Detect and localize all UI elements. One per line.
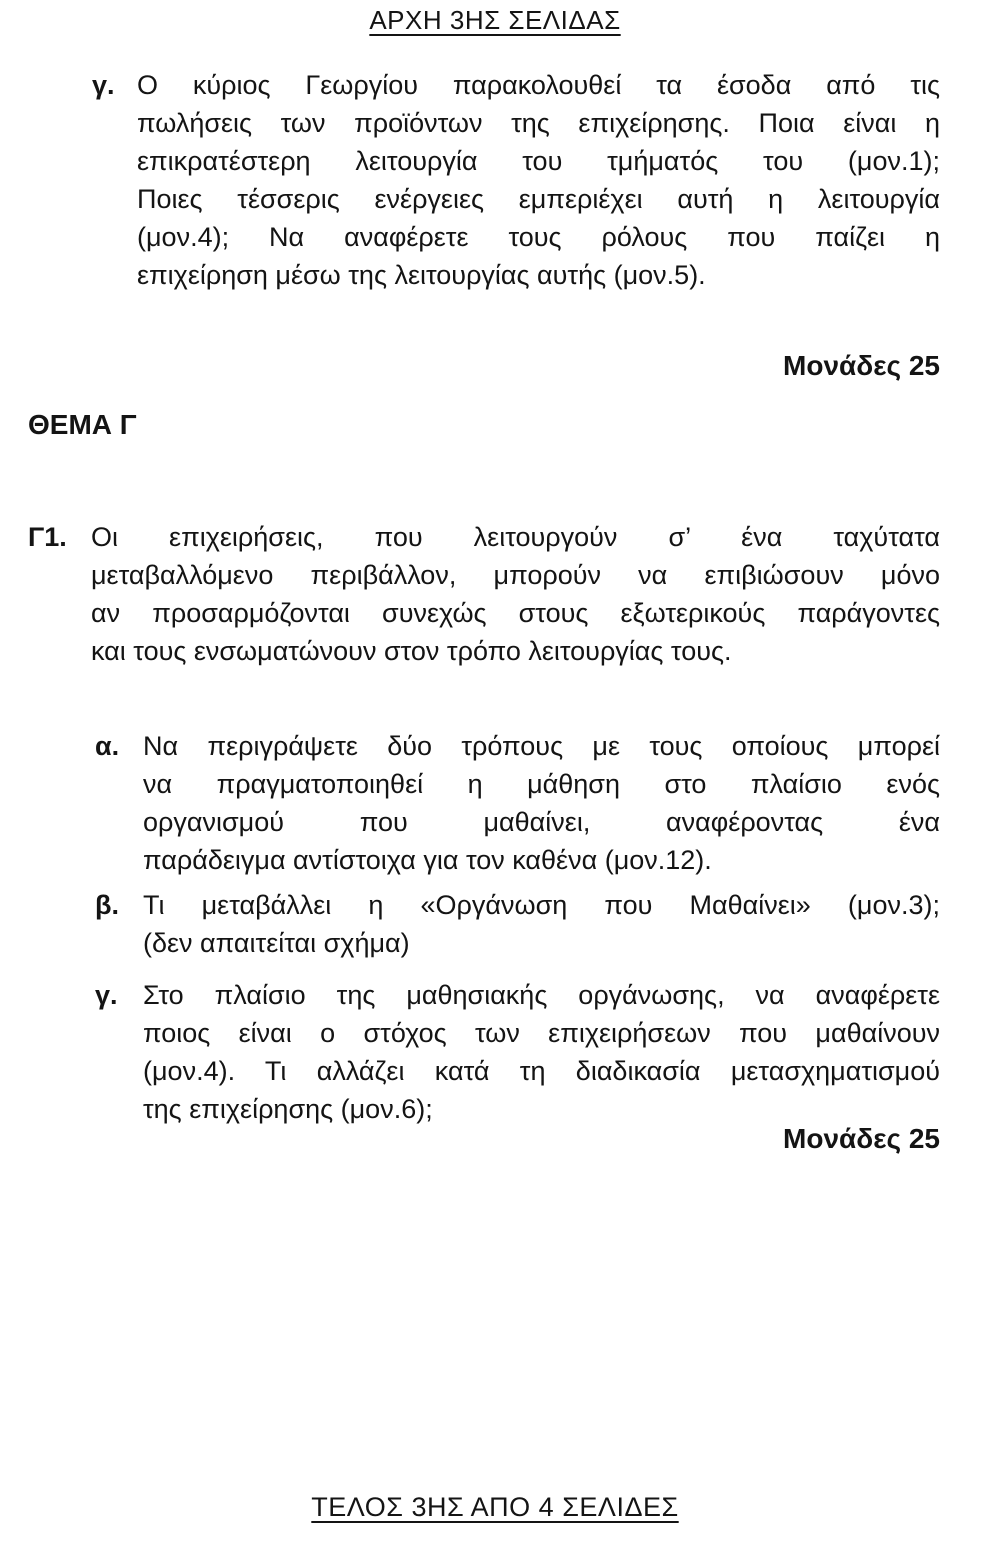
question-gamma-text xyxy=(137,66,940,294)
question-g1-label: Γ1. xyxy=(28,522,67,552)
page-header-text: ΑΡΧΗ 3ΗΣ ΣΕΛΙΔΑΣ xyxy=(369,5,621,35)
page-footer-text: ΤΕΛΟΣ 3ΗΣ ΑΠΟ 4 ΣΕΛΙΔΕΣ xyxy=(311,1492,679,1522)
text-line: και τους ενσωματώνουν στον τρόπο λειτουργίας τους. xyxy=(91,636,732,666)
question-gamma-label: γ. xyxy=(92,70,115,100)
text-line: ποιος είναι ο στόχος των επιχειρήσεων που μαθαίνουν xyxy=(143,1018,940,1048)
text-line: της επιχείρησης (μον.6); xyxy=(143,1094,433,1124)
text-line: (μον.4); Να αναφέρετε τους ρόλους που παίζει η xyxy=(137,222,940,252)
text-line: παράδειγμα αντίστοιχα για τον καθένα (μον.12). xyxy=(143,845,712,875)
text-line: αν προσαρμόζονται συνεχώς στους εξωτερικούς παράγοντες xyxy=(91,598,940,628)
subquestion-alpha-item xyxy=(95,727,940,879)
page-footer xyxy=(0,1492,990,1523)
text-line: (δεν απαιτείται σχήμα) xyxy=(143,928,410,958)
text-line: Στο πλαίσιο της μαθησιακής οργάνωσης, να αναφέρετε xyxy=(143,980,940,1010)
question-gamma-item xyxy=(92,66,940,294)
text-line: Ποιες τέσσερις ενέργειες εμπεριέχει αυτή η λειτουργία xyxy=(137,184,940,214)
subquestion-gamma-label: γ. xyxy=(95,980,118,1010)
text-line: οργανισμού που μαθαίνει, αναφέροντας ένα xyxy=(143,807,940,837)
text-line: Να περιγράψετε δύο τρόπους με τους οποίους μπορεί xyxy=(143,731,940,761)
text-line: Οι επιχειρήσεις, που λειτουργούν σ’ ένα ταχύτατα xyxy=(91,522,940,552)
marks-total-first: Μονάδες 25 xyxy=(783,350,940,381)
subquestion-beta-item xyxy=(95,886,940,962)
subquestion-gamma-text xyxy=(143,976,940,1128)
text-line: να πραγματοποιηθεί η μάθηση στο πλαίσιο ενός xyxy=(143,769,940,799)
subquestion-alpha-label: α. xyxy=(95,731,120,761)
subquestion-alpha-text xyxy=(143,727,940,879)
text-line: Ο κύριος Γεωργίου παρακολουθεί τα έσοδα από τις xyxy=(137,70,940,100)
text-line: επιχείρηση μέσω της λειτουργίας αυτής (μον.5). xyxy=(137,260,706,290)
marks-total-second: Μονάδες 25 xyxy=(783,1123,940,1154)
question-g1-text xyxy=(91,518,940,670)
text-line: μεταβαλλόμενο περιβάλλον, μπορούν να επιβιώσουν μόνο xyxy=(91,560,940,590)
text-line: πωλήσεις των προϊόντων της επιχείρησης. Ποια είναι η xyxy=(137,108,940,138)
subquestion-beta-label: β. xyxy=(95,890,119,920)
subquestion-beta-text xyxy=(143,886,940,962)
text-line: (μον.4). Τι αλλάζει κατά τη διαδικασία μετασχηματισμού xyxy=(143,1056,940,1086)
theme-heading: ΘΕΜΑ Γ xyxy=(28,409,137,440)
subquestion-gamma-item xyxy=(95,976,940,1128)
page-header xyxy=(0,5,990,36)
text-line: επικρατέστερη λειτουργία του τμήματός του (μον.1); xyxy=(137,146,940,176)
text-line: Τι μεταβάλλει η «Οργάνωση που Μαθαίνει» (μον.3); xyxy=(143,890,940,920)
question-g1-item xyxy=(28,518,940,670)
